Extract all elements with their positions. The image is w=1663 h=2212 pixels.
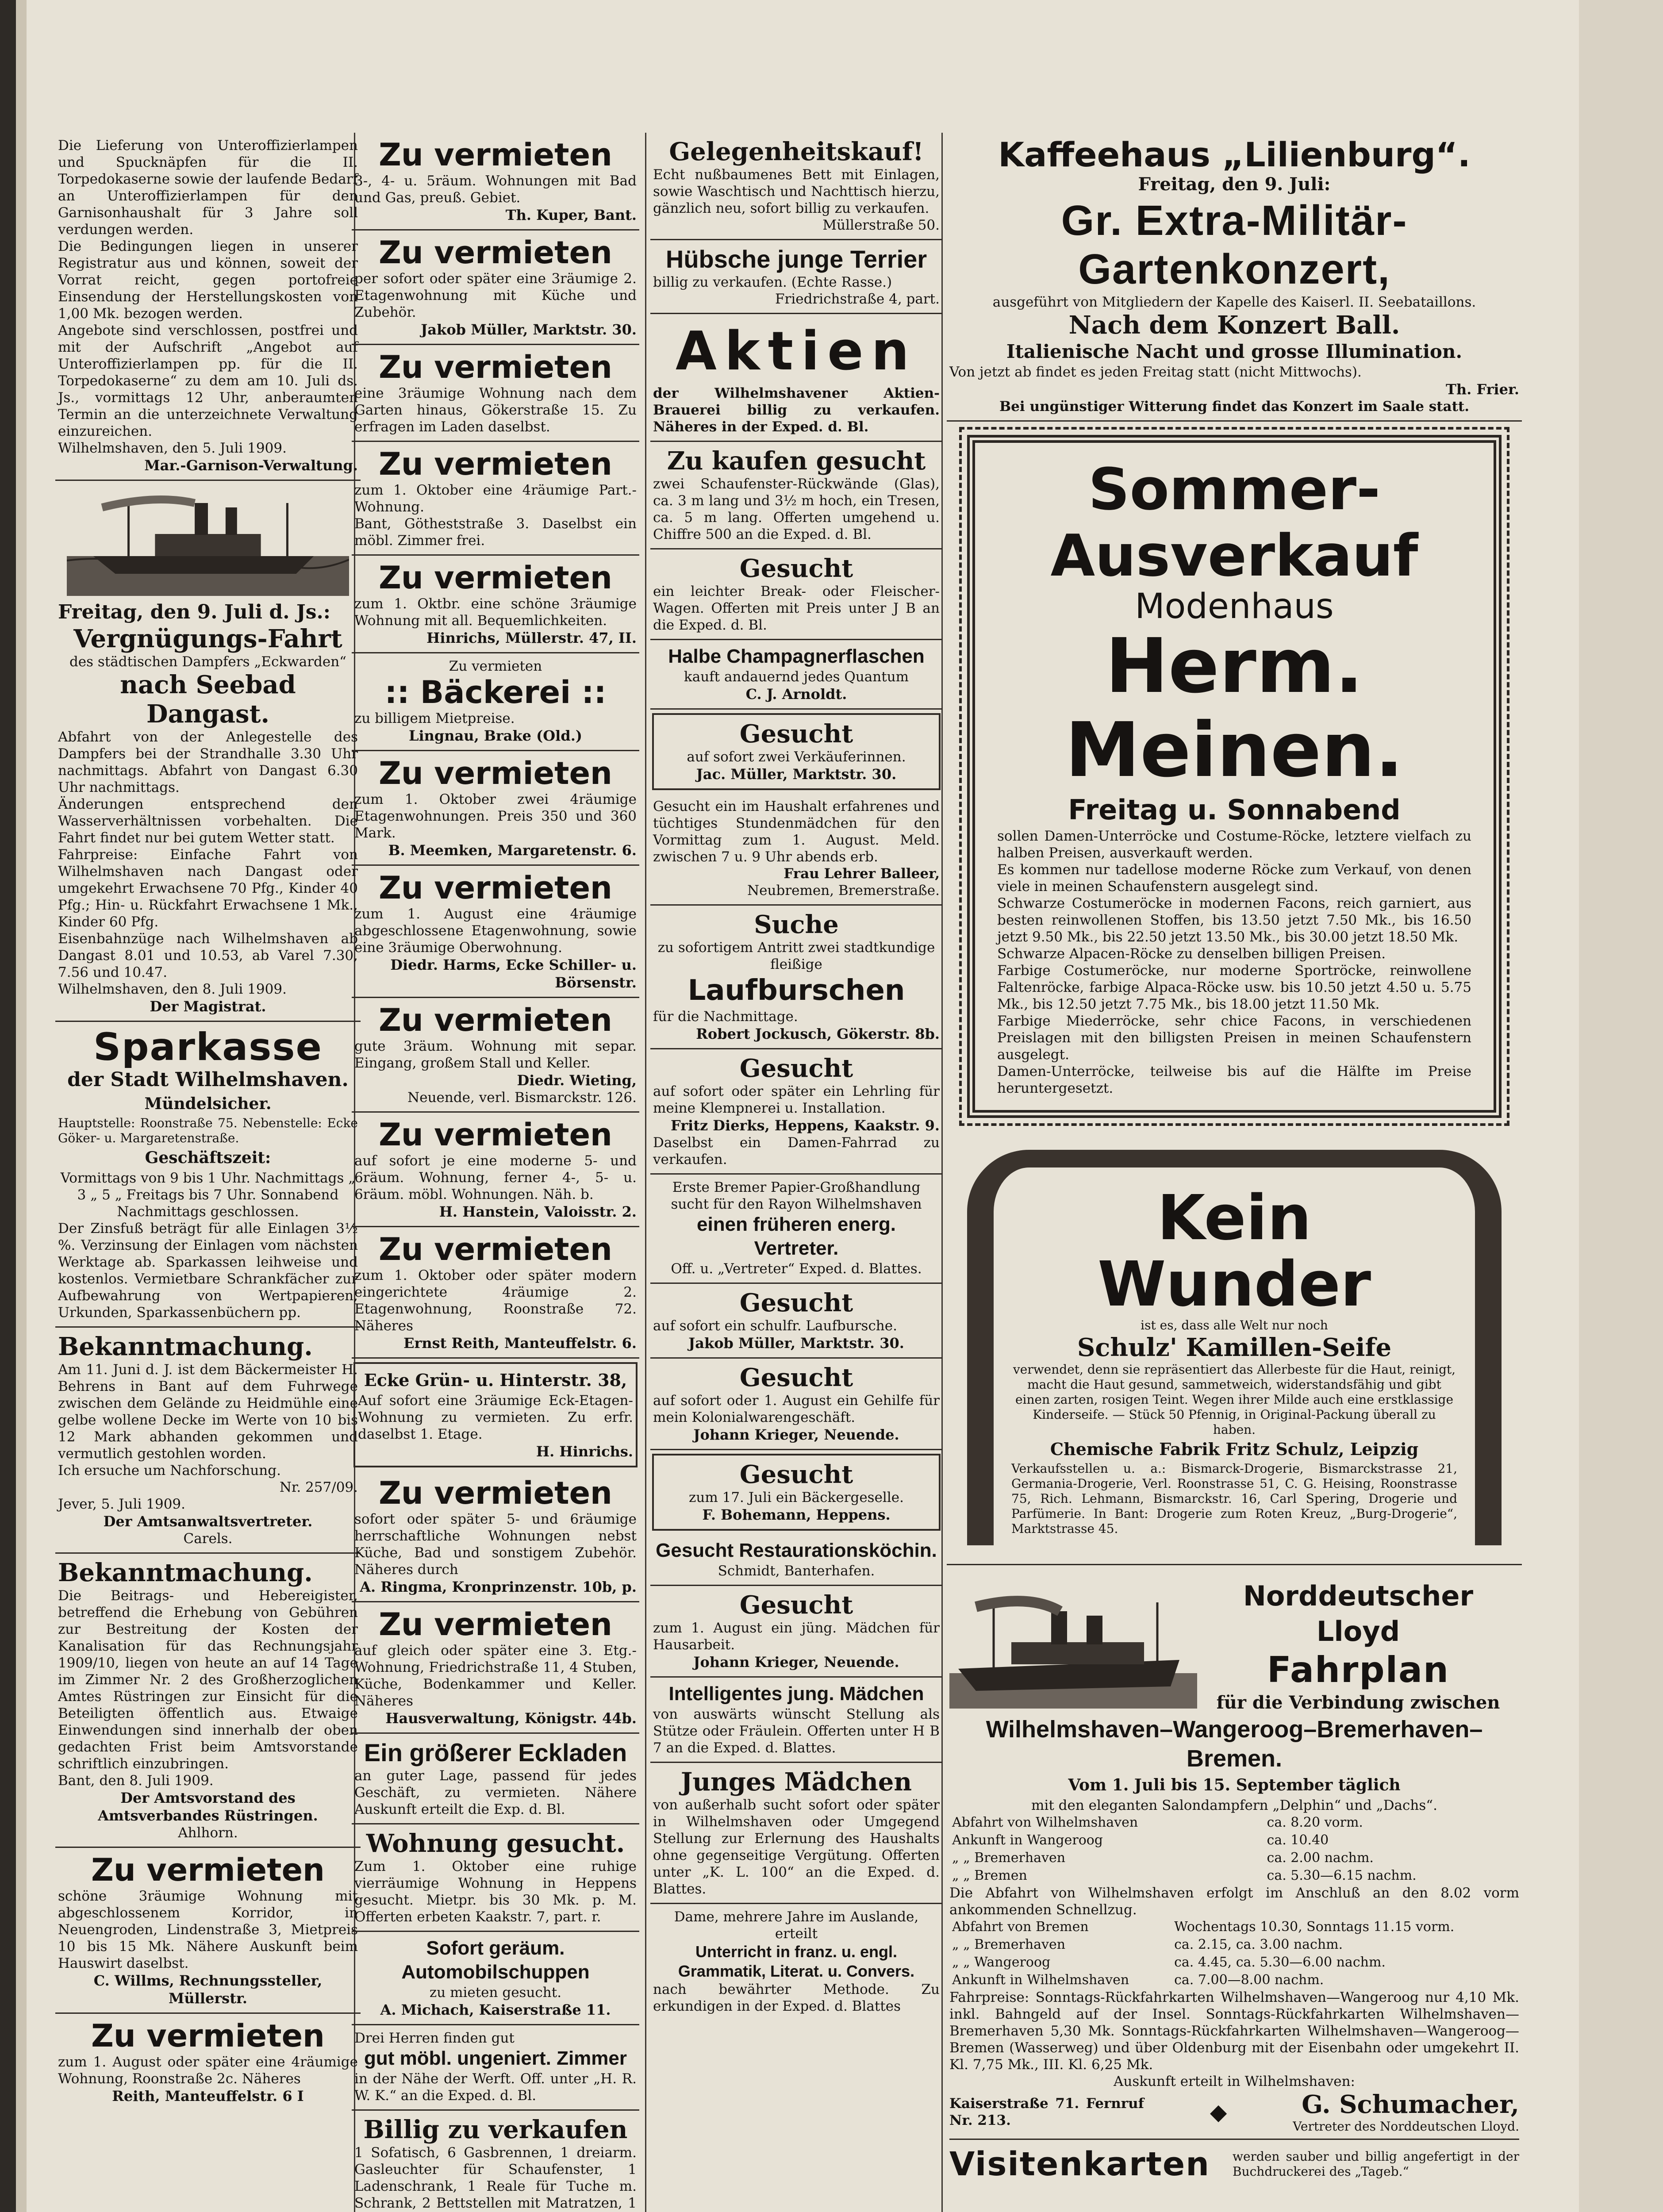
column-1 — [55, 133, 361, 2110]
ad-signature: Der Magistrat. — [150, 998, 266, 1015]
ad-business-cards — [949, 2139, 1519, 2185]
ad-title: Gesucht — [739, 554, 853, 583]
ad-signature: Johann Krieger, Neuende. — [693, 1426, 899, 1443]
ad-tender-lamps — [55, 133, 361, 481]
ad-text: zum 1. August ein jüng. Mädchen für Hausarbeit. — [653, 1620, 940, 1653]
ad-text: für die Nachmittage. — [653, 1009, 798, 1025]
ad-title: Intelligentes jung. Mädchen — [668, 1683, 924, 1705]
ad-signature: Schmidt, Banterhafen. — [718, 1563, 875, 1579]
ad-agent: G. Schumacher, — [1302, 2090, 1519, 2119]
ad-cook — [650, 1534, 942, 1586]
ad-maid — [650, 794, 942, 906]
ad-text: Dame, mehrere Jahre im Auslande, erteilt — [674, 1909, 919, 1942]
ad-text: Bei ungünstiger Witterung findet das Konzert im Saale statt. — [999, 399, 1470, 415]
ad-shop — [352, 1734, 639, 1824]
ad-bargain — [650, 133, 942, 240]
ad-text: in der Nähe der Werft. Off. unter „H. R. W. K.“ an die Exped. d. Bl. — [354, 2071, 637, 2104]
ad-signature: Frau Lehrer Balleer, — [783, 866, 940, 882]
ad-signature: C. Willms, Rechnungssteller, Müllerstr. — [93, 1972, 323, 2007]
ad-text: eine 3räumige Wohnung nach dem Garten hinaus, Gökerstraße 15. Zu erfragen im Laden daselbst. — [354, 385, 637, 435]
ad-subtitle-2: für die Verbindung zwischen — [1216, 1692, 1500, 1713]
ad-signature: Hinrichs, Müllerstr. 47, II. — [426, 630, 637, 646]
ad-title: Hübsche junge Terrier — [665, 245, 927, 273]
ad-item: Farbige Miederröcke, sehr chice Facons, in verschiedenen Preislagen mit den billigsten Preisen in meinen Schaufenstern ausgelegt. — [997, 1013, 1471, 1063]
ad-text: Der Zinsfuß beträgt für alle Einlagen 3½ %. Verzinsung der Einlagen vom nächsten Werktage ab. Sparkassen leihweise und kostenlos. Vermietbare Schrankfächer zur Aufbewahrung von Wertpapieren, Urkunden, Sparkassenbüchern pp. — [58, 1221, 358, 1321]
ad-rent — [352, 751, 639, 866]
ad-date: Wilhelmshaven, den 5. Juli 1909. — [58, 440, 287, 456]
ad-text: zum 1. Oktober oder später modern eingerichtete 4räumige 2. Etagenwohnung, Roonstraße 72. Näheres — [354, 1267, 637, 1334]
ad-signature: Jakob Müller, Marktstr. 30. — [421, 321, 637, 338]
ad-representative — [650, 1175, 942, 1284]
ad-bakery — [352, 653, 639, 751]
timetable-cell: ca. 4.45, ca. 5.30—6.00 nachm. — [1174, 1955, 1386, 1970]
ad-title: Zu vermieten — [379, 349, 612, 385]
ad-destination: nach Seebad Dangast. — [120, 670, 296, 729]
ad-text: zu mieten gesucht. — [429, 1985, 562, 2001]
ad-signature: B. Meemken, Margaretenstr. 6. — [388, 842, 637, 859]
ad-text: ein leichter Break- oder Fleischer-Wagen. Offerten mit Preis unter J B an die Exped. d. Bl. — [653, 584, 940, 633]
ad-title: Gesucht — [739, 719, 853, 749]
ad-text: zum 1. Oktbr. eine schöne 3räumige Wohnung mit all. Bequemlichkeiten. — [354, 596, 637, 629]
ad-night: Italienische Nacht und grosse Illumination. — [1006, 341, 1463, 362]
ad-title: Sparkasse — [93, 1025, 323, 1069]
ad-text: Die Beitrags- und Hebereigister, betreffend die Erhebung von Gebühren zur Bestreitung der Kosten der Kanalisation für das Rechnungsjahr 1909/10, liegen von heute an auf 14 Tage im Zimmer Nr. 2 des Großherzoglichen Amtes Rüstringen zur Einsicht für die Beteiligten öffentlich aus. Etwaige Einwendungen sind innerhalb der oben gedachten Frist beim Amtsvorstande schriftlich einzubringen. — [58, 1588, 358, 1772]
timetable-cell: „ „ Bremen — [952, 1868, 1027, 1883]
ad-text: Auf sofort eine 3räumige Eck-Etagen-Wohnung zu vermieten. Zu erfr. daselbst 1. Etage. — [358, 1393, 633, 1442]
ad-title: Kaffeehaus „Lilienburg“. — [998, 135, 1471, 174]
ad-position — [650, 1678, 942, 1763]
ad-rent — [352, 230, 639, 345]
ad-wanted — [352, 1932, 639, 2025]
ad-position — [650, 1763, 942, 1904]
ad-subtitle: Fahrplan — [1267, 1649, 1449, 1690]
ad-address: Müllerstraße 50. — [822, 217, 940, 233]
ad-rent-corner — [353, 1362, 638, 1467]
ad-errand-boys — [650, 906, 942, 1049]
column-4 — [947, 133, 1522, 2190]
ad-date-head: Freitag, den 9. Juli d. Js.: — [58, 601, 331, 623]
ad-text: Drei Herren finden gut — [354, 2030, 515, 2046]
timetable-return — [949, 1918, 1519, 1989]
ad-signature: Johann Krieger, Neuende. — [693, 1654, 899, 1671]
ad-sellers: Verkaufsstellen u. a.: Bismarck-Drogerie, Bismarckstrasse 21, Germania-Drogerie, Verl. Roonstrasse 51, C. G. Heising, Roonstrasse 75, Rich. Lehmann, Bismarckstr. 16, Carl Spering, Drogerie und Parfümerie. In Bant: Drogerie zum Roten Kreuz, „Burg-Drogerie“, Marktstrasse 45. — [1011, 1461, 1457, 1536]
ad-signature: Reith, Manteuffelstr. 6 I — [112, 2088, 304, 2104]
ad-title: Bekanntmachung. — [58, 1332, 313, 1361]
ad-text: zum 1. August eine 4räumige abgeschlossene Etagenwohnung, sowie eine 3räumige Oberwohnung. — [354, 906, 637, 956]
timetable-cell: ca. 2.00 nachm. — [1267, 1850, 1374, 1866]
ad-rent — [352, 1471, 639, 1602]
ad-text: auf sofort je eine moderne 5- und 6räum. Wohnung, ferner 4-, 5- u. 6räum. möbl. Wohnungen. Näh. b. — [354, 1153, 637, 1202]
ad-text: des städtischen Dampfers „Eckwarden“ — [69, 654, 347, 670]
ad-title: Gelegenheitskauf! — [669, 137, 924, 166]
ad-rent — [352, 345, 639, 442]
timetable-cell: ca. 2.15, ca. 3.00 nachm. — [1174, 1937, 1343, 1952]
ad-address: Friedrichstraße 4, part. — [775, 291, 940, 307]
timetable-outbound — [949, 1814, 1519, 1885]
ad-head: Ecke Grün- u. Hinterstr. 38, — [364, 1370, 627, 1390]
ad-text: gute 3räum. Wohnung mit separ. Eingang, großem Stall und Keller. — [354, 1038, 637, 1071]
page-edge — [16, 0, 27, 2212]
ad-rent-2 — [55, 2014, 361, 2110]
ad-address: Kaiserstraße 71. Fernruf Nr. 213. — [949, 2096, 1144, 2128]
ad-rent-1 — [55, 1848, 361, 2014]
ad-address: Neuende, verl. Bismarckstr. 126. — [407, 1090, 637, 1106]
ad-cafe-lilienburg — [947, 133, 1522, 422]
ad-text: auf gleich oder später eine 3. Etg.-Wohnung, Friedrichstraße 11, 4 Stuben, Küche, Bodenkammer und Keller. Näheres — [354, 1643, 637, 1709]
ad-tagline: Mündelsicher. — [144, 1094, 272, 1113]
ad-info: Auskunft erteilt in Wilhelmshaven: — [1114, 2074, 1355, 2089]
ad-wanted — [352, 1824, 639, 1932]
ad-text: Die Lieferung von Unteroffizierlampen und Spucknäpfen für die II. Torpedokaserne sowie der laufende Bedarf an Unteroffizierlampen für den Garnisonhaushalt für 3 Jahre soll verdungen werden. — [58, 138, 358, 238]
ad-title: Zu vermieten — [379, 1606, 612, 1643]
ad-text: Die Bedingungen liegen in unserer Registratur aus und können, soweit der Vorrat reicht, gegen portofreie Einsendung der Herstellungskosten von 1,00 Mk. bezogen werden. — [58, 238, 358, 322]
ad-agent-role: Vertreter des Norddeutschen Lloyd. — [1293, 2119, 1519, 2134]
ad-signature: Fritz Dierks, Heppens, Kaakstr. 9. — [671, 1117, 940, 1134]
ad-signature: Diedr. Wieting, — [517, 1072, 637, 1089]
ad-rent — [352, 556, 639, 653]
ad-signature: C. J. Arnoldt. — [745, 686, 847, 703]
ad-title: Zu vermieten — [379, 560, 612, 596]
ad-baker — [652, 1454, 941, 1531]
ad-subtitle: der Stadt Wilhelmshaven. — [67, 1068, 349, 1091]
ad-item: Schwarze Alpacen-Röcke zu denselben billigen Preisen. — [997, 946, 1386, 962]
timetable-cell: Abfahrt von Wilhelmshaven — [952, 1815, 1138, 1830]
ad-big: Laufburschen — [687, 974, 905, 1007]
ad-title: Zu vermieten — [91, 2018, 325, 2054]
ad-sparkasse — [55, 1022, 361, 1328]
ad-text: ausgeführt von Mitgliedern der Kapelle des Kaiserl. II. Seebataillons. — [992, 294, 1476, 310]
ad-text: auf sofort oder später ein Lehrling für meine Klempnerei u. Installation. — [653, 1083, 940, 1116]
timetable-cell: ca. 7.00—8.00 nachm. — [1174, 1972, 1324, 1988]
ad-text: Zum 1. Oktober eine ruhige vierräumige Wohnung in Heppens gesucht. Mietpr. bis 30 Mk. p. M. Offerten erbeten Kaakstr. 7, part. r. — [354, 1859, 637, 1925]
ad-head: Zu vermieten — [449, 658, 542, 674]
ad-date: Bant, den 8. Juli 1909. — [58, 1773, 214, 1789]
ad-text: Ich ersuche um Nachforschung. — [58, 1463, 281, 1479]
ad-title: Zu vermieten — [91, 1852, 325, 1888]
ad-title: Zu vermieten — [379, 755, 612, 791]
ad-rent — [352, 133, 639, 230]
ad-text: Die Abfahrt von Wilhelmshaven erfolgt im Anschluß an den 8.02 vorm ankommenden Schnellzug. — [949, 1885, 1519, 1918]
column-3 — [650, 133, 942, 2020]
ad-signature: Th. Frier. — [1446, 381, 1519, 398]
timetable-cell: Abfahrt von Bremen — [952, 1919, 1089, 1935]
diamond-icon: ◆ — [1210, 2099, 1227, 2125]
ad-title: gut möbl. ungeniert. Zimmer — [364, 2047, 627, 2069]
ad-text: Gesucht ein im Haushalt erfahrenes und tüchtiges Stundenmädchen für den Vormittag zum 1. August. Meld. zwischen 7 u. 9 Uhr abends erb. — [653, 799, 940, 865]
ad-title: Zu vermieten — [379, 1231, 612, 1267]
ad-title: Norddeutscher Lloyd — [1243, 1580, 1474, 1647]
ad-sale — [352, 2111, 639, 2212]
ad-wanted-staff — [652, 713, 941, 790]
ad-title: Zu vermieten — [379, 870, 612, 906]
ad-wanted — [650, 1586, 942, 1678]
ad-text: Angebote sind verschlossen, postfrei und mit der Aufschrift „Angebot auf Unteroffizierlampen pp. für die II. Torpedokaserne“ zu dem am 10. Juli ds. Js., vormittags 12 Uhr, anberaumten Termin an die unterzeichnete Verwaltung einzureichen. — [58, 323, 358, 439]
ad-signature: Jac. Müller, Marktstr. 30. — [696, 766, 897, 783]
ad-rent — [352, 1602, 639, 1734]
ad-date: Freitag, den 9. Juli: — [1138, 174, 1331, 195]
ad-rent — [352, 998, 639, 1113]
ad-text: zum 1. Oktober eine 4räumige Part.-Wohnung. — [354, 482, 637, 515]
ad-shares — [650, 314, 942, 442]
ad-title: Kein Wunder — [1098, 1182, 1371, 1321]
ad-signature: A. Michach, Kaiserstraße 11. — [380, 2001, 611, 2018]
ad-signature: Ernst Reith, Manteuffelstr. 6. — [403, 1335, 637, 1352]
ad-signature: Der Amtsvorstand des Amtsverbandes Rüstringen. — [98, 1790, 318, 1824]
ad-title: Zu vermieten — [379, 234, 612, 271]
ad-rent — [352, 1227, 639, 1359]
ad-signature: Mar.-Garnison-Verwaltung. — [144, 457, 358, 474]
page-margin-right — [1579, 0, 1663, 2212]
ad-title: Junges Mädchen — [680, 1767, 912, 1797]
ad-title: Bekanntmachung. — [58, 1558, 313, 1587]
ad-text: sollen Damen-Unterröcke und Costume-Röcke, letztere vielfach zu halben Preisen, ausverkauft werden. — [997, 828, 1471, 861]
ad-ships: mit den eleganten Salondampfern „Delphin“ und „Dachs“. — [1031, 1797, 1437, 1813]
steamship-illustration — [949, 1585, 1197, 1709]
ad-title: Zu vermieten — [379, 1117, 612, 1153]
ad-text: 1 Sofatisch, 6 Gasbrennen, 1 dreiarm. Gasleuchter für Schaufenster, 1 Ladenschrank, 1 Reale für Tuche m. Schrank, 2 Bettstellen mit Matratzen, 1 — [354, 2145, 637, 2211]
ad-title: Ein größerer Eckladen — [364, 1739, 627, 1767]
ad-soap — [947, 1132, 1522, 1565]
timetable-cell: „ „ Bremerhaven — [952, 1850, 1066, 1866]
ad-title: Unterricht in franz. u. engl. Grammatik, Literat. u. Convers. — [678, 1943, 915, 1980]
ad-norddeutscher-lloyd — [947, 1574, 1522, 2190]
ad-title: Gesucht — [739, 1054, 853, 1083]
ad-item: Farbige Costumeröcke, nur moderne Sportröcke, reinwollene Faltenröcke, farbige Alpaca-Röcke usw. bis 10.50 jetzt 4.50 u. 5.75 Mk., bis 12.50 jetzt 7.75 Mk., bis 18.00 jetzt 11.50 Mk. — [997, 963, 1471, 1012]
ad-notice-1 — [55, 1328, 361, 1554]
ad-text: verwendet, denn sie repräsentiert das Allerbeste für die Haut, reinigt, macht die Haut gesund, sammetweich, widerstandsfähig und gibt einen zarten, rosigen Teint. Wegen ihrer Milde auch eine erstklassige Kinderseife. — Stück 50 Pfennig, in Original-Packung überall zu haben. — [1013, 1362, 1456, 1437]
ad-tuition — [650, 1904, 942, 2020]
ad-text: nach bewährter Methode. Zu erkundigen in der Exped. d. Blattes — [653, 1982, 940, 2014]
ad-footer — [949, 2090, 1519, 2134]
ad-signature: F. Bohemann, Heppens. — [702, 1506, 891, 1523]
timetable-cell: „ „ Bremerhaven — [952, 1937, 1066, 1952]
ad-text: Abfahrt von der Anlegestelle des Dampfers bei der Strandhalle 3.30 Uhr nachmittags. Abfahrt von Dangast 6.30 Uhr nachmittags. — [58, 729, 358, 795]
ad-room — [352, 2025, 639, 2111]
timetable-cell: Ankunft in Wilhelmshaven — [952, 1972, 1129, 1988]
ad-text: zum 1. Oktober zwei 4räumige Etagenwohnungen. Preis 350 und 360 Mark. — [354, 791, 637, 841]
ad-date: Jever, 5. Juli 1909. — [58, 1496, 186, 1512]
lloyd-titles — [1197, 1578, 1519, 1715]
ad-date: Wilhelmshaven, den 8. Juli 1909. — [58, 981, 287, 997]
ad-name: Ahlhorn. — [178, 1825, 238, 1841]
ad-prices: Fahrpreise: Sonntags-Rückfahrkarten Wilhelmshaven—Wangeroog nur 4,10 Mk. inkl. Bahngeld auf der Insel. Sonntags-Rückfahrkarten Wilhelmshaven—Bremerhaven 5,30 Mk. Sonntags-Rückfahrkarten Wilhelmshaven—Wangeroog—Bremen (Wasserweg) und über Oldenburg mit der Eisenbahn oder umgekehrt II. Kl. 7,75 Mk., III. Kl. 6,25 Mk. — [949, 1989, 1519, 2073]
ad-days: Freitag u. Sonnabend — [1068, 794, 1401, 826]
ad-text: werden sauber und billig angefertigt in der Buchdruckerei des „Tageb.“ — [1233, 2149, 1519, 2179]
ad-period: Vom 1. Juli bis 15. September täglich — [1068, 1776, 1401, 1794]
ad-text: zum 1. August oder später eine 4räumige Wohnung, Roonstraße 2c. Näheres — [58, 2054, 358, 2087]
ad-text: Am 11. Juni d. J. ist dem Bäckermeister H. Behrens in Bant auf dem Fuhrwege zwischen dem Gelände zu Heidmühle eine gelbe wollene Decke im Werte von 10 bis 12 Mark abhanden gekommen und vermutlich gestohlen worden. — [58, 1362, 358, 1462]
ad-route: Wilhelmshaven–Wangeroog–Bremerhaven–Bremen. — [986, 1716, 1483, 1772]
binding-gutter — [0, 0, 16, 2212]
column-2 — [352, 133, 639, 2212]
ad-excursion — [55, 481, 361, 1022]
ad-title: Aktien — [676, 321, 917, 382]
ad-text: Erste Bremer Papier-Großhandlung sucht für den Rayon Wilhelmshaven — [671, 1179, 922, 1212]
ad-signature: Jakob Müller, Marktstr. 30. — [688, 1335, 904, 1352]
ad-text: zu billigem Mietpreise. — [354, 710, 515, 726]
ad-brand: Schulz' Kamillen-Seife — [1077, 1333, 1392, 1362]
ad-signature: Lingnau, Brake (Old.) — [409, 727, 582, 744]
ad-big: Gr. Extra-Militär-Gartenkonzert, — [1061, 197, 1408, 293]
ad-text: von außerhalb sucht sofort oder später in Wilhelmshaven oder Umgegend Stellung zur Erlernung des Haushalts ohne gegenseitige Vergütung. Offerten unter „K. L. 100“ an die Exped. d. Blattes. — [653, 1797, 940, 1897]
ad-title: :: Bäckerei :: — [384, 674, 607, 710]
ad-small: ist es, dass alle Welt nur noch — [1141, 1318, 1328, 1333]
ad-firm: Chemische Fabrik Fritz Schulz, Leipzig — [1050, 1439, 1419, 1459]
ad-item: Damen-Unterröcke, teilweise bis auf die Hälfte im Preise heruntergesetzt. — [997, 1064, 1471, 1096]
ad-title: Gesucht Restaurationsköchin. — [656, 1540, 937, 1561]
ad-name: Carels. — [183, 1531, 233, 1547]
timetable-cell: Wochentags 10.30, Sonntags 11.15 vorm. — [1174, 1919, 1455, 1935]
ad-bottles — [650, 640, 942, 710]
ad-title: Zu vermieten — [379, 446, 612, 482]
ad-title: Zu vermieten — [379, 1475, 612, 1511]
ad-text: an guter Lage, passend für jedes Geschäft, zu vermieten. Nähere Auskunft erteilt die Exp. d. Bl. — [354, 1768, 637, 1817]
ad-title: Visitenkarten — [949, 2145, 1210, 2183]
ad-buy — [650, 442, 942, 549]
ad-text: Echt nußbaumenes Bett mit Einlagen, sowie Waschtisch und Nachttisch hierzu, gänzlich neu, sofort billig zu verkaufen. — [653, 167, 940, 216]
ad-signature: Th. Kuper, Bant. — [505, 207, 637, 223]
ad-text: billig zu verkaufen. (Echte Rasse.) — [653, 274, 892, 290]
ad-text: Es kommen nur tadellose moderne Röcke zum Verkauf, von denen viele in meinen Schaufenstern ausgelegt sind. — [997, 862, 1471, 895]
ad-text: Von jetzt ab findet es jeden Freitag statt (nicht Mittwochs). — [949, 364, 1362, 380]
ad-title: Zu kaufen gesucht — [667, 446, 926, 476]
ad-text: Bant, Götheststraße 3. Daselbst ein möbl. Zimmer frei. — [354, 516, 637, 549]
ad-signature: A. Ringma, Kronprinzenstr. 10b, p. — [360, 1578, 637, 1595]
ad-title: Billig zu verkaufen — [363, 2115, 628, 2144]
ad-notice-2 — [55, 1554, 361, 1848]
ad-text: Daselbst ein Damen-Fahrrad zu verkaufen. — [653, 1135, 940, 1167]
timetable-cell: „ „ Wangeroog — [952, 1955, 1051, 1970]
ad-title: Zu vermieten — [379, 137, 612, 173]
ad-text: von auswärts wünscht Stellung als Stütze oder Fräulein. Offerten unter H B 7 an die Exped. d. Blattes. — [653, 1706, 940, 1756]
ad-wanted — [650, 549, 942, 640]
ad-title: Zu vermieten — [379, 1002, 612, 1038]
ad-rent — [352, 1113, 639, 1227]
ad-text: auf sofort oder 1. August ein Gehilfe für mein Kolonialwarengeschäft. — [653, 1393, 940, 1425]
ad-title: Gesucht — [739, 1590, 853, 1620]
ad-signature: Der Amtsanwaltsvertreter. — [103, 1513, 313, 1530]
ad-text: Eisenbahnzüge nach Wilhelmshaven ab Dangast 8.01 und 10.53, ab Varel 7.30, 7.56 und 10.47. — [58, 931, 358, 980]
ad-title: Wohnung gesucht. — [366, 1829, 625, 1858]
ad-subtitle: Modenhaus — [1135, 587, 1334, 626]
ad-text: Fahrpreise: Einfache Fahrt von Wilhelmshaven nach Dangast oder umgekehrt Erwachsene 70 Pfg., Kinder 40 Pfg.; Hin- u. Rückfahrt Erwachsene 1 Mk., Kinder 60 Pfg. — [58, 847, 358, 930]
timetable-cell: ca. 5.30—6.15 nachm. — [1267, 1868, 1417, 1883]
ad-text: zwei Schaufenster-Rückwände (Glas), ca. 3 m lang und 3½ m hoch, ein Tresen, ca. 5 m lang. Offerten umgehend u. Chiffre 500 an die Exped. d. Bl. — [653, 476, 940, 542]
ad-text: Änderungen entsprechend den Wasserverhältnissen vorbehalten. Die Fahrt findet nur bei gutem Wetter statt. — [58, 796, 358, 846]
ad-signature: Robert Jockusch, Gökerstr. 8b. — [696, 1025, 940, 1042]
timetable-cell: Ankunft in Wangeroog — [952, 1832, 1103, 1848]
twisted-frame — [967, 1150, 1502, 1545]
ad-title: Gesucht — [739, 1363, 853, 1392]
ad-text: zum 17. Juli ein Bäckergeselle. — [689, 1490, 904, 1505]
ad-rent — [352, 442, 639, 556]
ad-hours-head: Geschäftszeit: — [145, 1148, 271, 1167]
ad-title: Sofort geräum. Automobilschuppen — [401, 1937, 590, 1983]
ad-rent — [352, 866, 639, 998]
ad-text: auf sofort zwei Verkäuferinnen. — [687, 749, 906, 765]
ad-title: Sommer-Ausverkauf — [1050, 456, 1418, 589]
ad-title: Vergnügungs-Fahrt — [73, 624, 342, 653]
ad-address: Hauptstelle: Roonstraße 75. Nebenstelle: Ecke Göker- u. Margaretenstraße. — [58, 1116, 358, 1145]
ad-item: Schwarze Costumeröcke in modernen Facons, reich garniert, aus besten reinwollenen Stoffen, bis 13.50 jetzt 7.50 Mk., bis 16.50 jetzt 9.50 Mk., bis 22.50 jetzt 13.50 Mk., bis 30.00 jetzt 18.50 Mk. — [997, 895, 1471, 945]
ad-title: Halbe Champagnerflaschen — [668, 645, 925, 667]
ad-text: per sofort oder später eine 3räumige 2. Etagenwohnung mit Küche und Zubehör. — [354, 271, 637, 320]
ad-signature: H. Hanstein, Valoisstr. 2. — [439, 1203, 637, 1220]
ad-title: Suche — [754, 910, 839, 939]
ad-title: Gesucht — [739, 1460, 853, 1489]
ad-text: der Wilhelmshavener Aktien-Brauerei billig zu verkaufen. Näheres in der Exped. d. Bl. — [653, 385, 940, 435]
ad-text: 3-, 4- u. 5räum. Wohnungen mit Bad und Gas, preuß. Gebiet. — [354, 173, 637, 206]
ad-wanted — [650, 1284, 942, 1359]
ad-text: kauft andauernd jedes Quantum — [684, 669, 909, 685]
ad-text: auf sofort ein schulfr. Laufbursche. — [653, 1318, 897, 1334]
ad-text: zu sofortigem Antritt zwei stadtkundige fleißige — [657, 940, 935, 972]
ad-title: Gesucht — [739, 1288, 853, 1317]
timetable-cell: ca. 8.20 vorm. — [1267, 1815, 1363, 1830]
lloyd-header — [949, 1578, 1519, 1715]
ad-ball: Nach dem Konzert Ball. — [1068, 311, 1400, 340]
ad-number: Nr. 257/09. — [279, 1479, 358, 1495]
ad-summer-sale — [947, 422, 1522, 1132]
column-rule — [645, 133, 646, 2212]
timetable-cell: ca. 10.40 — [1267, 1832, 1329, 1848]
ad-title: einen früheren energ. Vertreter. — [697, 1214, 896, 1259]
agent-block — [1293, 2090, 1519, 2134]
chain-border — [967, 435, 1502, 1118]
ad-text: sofort oder später 5- und 6räumige herrschaftliche Wohnungen nebst Küche, Bad und sonstigem Zubehör. Näheres durch — [354, 1511, 637, 1578]
steamship-illustration — [67, 490, 349, 596]
ad-wanted — [650, 1359, 942, 1450]
ad-hours: Vormittags von 9 bis 1 Uhr. Nachmittags „ 3 „ 5 „ Freitags bis 7 Uhr. Sonnabend Nachmittags geschlossen. — [60, 1170, 356, 1220]
ad-signature: Hausverwaltung, Königstr. 44b. — [385, 1710, 637, 1727]
ad-terrier — [650, 240, 942, 314]
ad-signature: H. Hinrichs. — [536, 1443, 633, 1460]
ad-signature: Diedr. Harms, Ecke Schiller- u. Börsenstr. — [390, 956, 637, 991]
ad-text: schöne 3räumige Wohnung mit abgeschlossenem Korridor, in Neuengroden, Lindenstraße 3, Mietpreis 10 bis 15 Mk. Nähere Auskunft beim Hauswirt daselbst. — [58, 1888, 358, 1971]
ad-text: Off. u. „Vertreter“ Exped. d. Blattes. — [671, 1261, 922, 1277]
ad-address: Neubremen, Bremerstraße. — [747, 883, 940, 899]
ad-apprentice — [650, 1049, 942, 1175]
ad-brand: Herm. Meinen. — [1065, 622, 1404, 794]
